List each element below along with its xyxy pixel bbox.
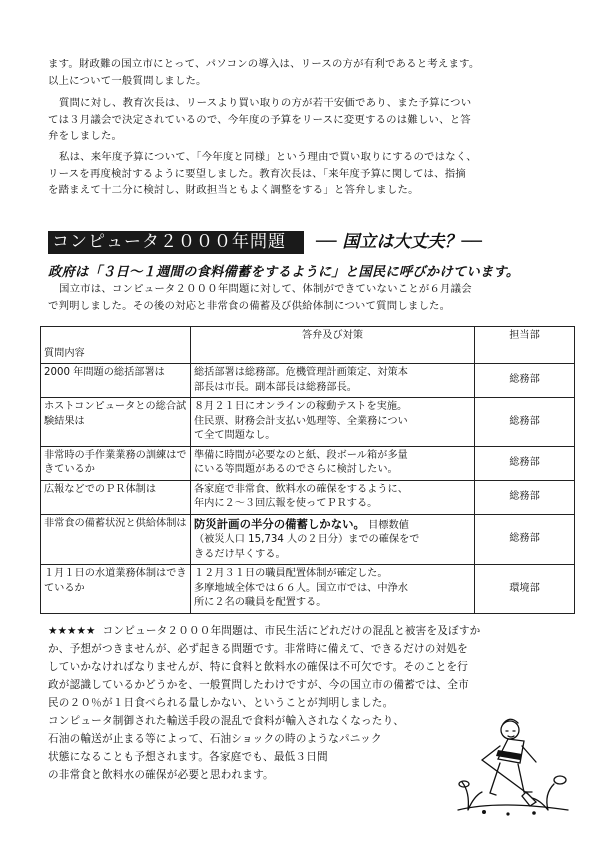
answer-line: て全て問題なし。 (194, 430, 276, 441)
question-cell: ホストコンピュータとの総合試験結果は (41, 398, 191, 447)
intro-paragraph-2 (48, 95, 572, 145)
text-line: 石油の輸送が止まる等によって、石油ショックの時のようなパニック (48, 733, 382, 745)
question-cell: １月１日の水道業務体制はできているか (41, 565, 191, 614)
answer-cell (191, 565, 475, 614)
table-row (41, 480, 575, 514)
answer-line: 所に２名の職員を配置する。 (194, 597, 327, 608)
answer-line (194, 517, 471, 534)
lead-body (48, 281, 572, 314)
section-heading (48, 231, 572, 255)
question-cell: 2000 年問題の総括部署は (41, 364, 191, 398)
text-line: で判明しました。その後の対応と非常食の備蓄及び供給体制について質問しました。 (48, 299, 451, 312)
header-answer: 答弁及び対策 (191, 327, 475, 364)
answer-line: 部長は市長。副本部長は総務部長。 (194, 381, 357, 393)
text-line: ては３月議会で決定されているので、今年度の予算をリースに変更するのは難しい、と答 (48, 113, 471, 126)
text-line: 私は、来年度予算について、「今年度と同様」という理由で買い取りにするのではなく、 (59, 151, 477, 163)
text-line: コンピュータ制御された輸送手段の混乱で食料が輸入されなくなったり、 (48, 715, 405, 727)
dept-cell: 総務部 (475, 514, 575, 565)
text-line: 国立市は、コンピュータ２０００年問題に対して、体制ができていないことが６月議会 (59, 283, 472, 295)
section-subtitle: ── 国立は大丈夫？── (316, 232, 482, 252)
text-line: ます。財政難の国立市にとって、パソコンの導入は、リースの方が有利であると考えます。 (48, 58, 480, 70)
answer-cell (191, 514, 475, 565)
intro-paragraph-3 (48, 149, 572, 199)
answer-cell (191, 480, 475, 514)
dept-cell: 環境部 (475, 565, 575, 614)
dept-cell: 総務部 (475, 446, 575, 480)
answer-cell (191, 398, 475, 447)
answer-emphasis: 防災計画の半分の備蓄しかない。 (194, 516, 365, 531)
answer-line: きるだけ早くする。 (194, 548, 286, 560)
stars-mark: ★★★★★ (48, 625, 96, 637)
table-row (41, 364, 575, 398)
answer-text: 目標数値 (368, 519, 409, 531)
dept-cell: 総務部 (475, 398, 575, 447)
text-run: コンピュータ２０００年問題は、市民生活にどれだけの混乱と被害を及ぼすか (102, 625, 481, 637)
text-line: 政が認識しているかどうかを、一般質問したわけですが、今の国立市の備蓄では、全市 (48, 679, 469, 691)
lead-headline: 政府は「３日〜１週間の食料備蓄をするように」と国民に呼びかけています。 (48, 265, 520, 280)
text-line: リースを再度検討するように要望しました。教育次長は、「来年度予算に関しては、指摘 (48, 167, 466, 180)
qa-table (40, 326, 575, 614)
answer-line: にいる等問題があるのでさらに検討したい。 (194, 464, 398, 475)
table-row (41, 446, 575, 480)
answer-line: 各家庭で非常食、飲料水の確保をするように、 (194, 483, 408, 495)
header-question: 質問内容 (41, 327, 191, 364)
answer-line: （被災人口 15,734 人の２日分）までの確保をで (194, 534, 420, 545)
answer-cell (191, 446, 475, 480)
text-line: していかなければなりませんが、特に食料と飲料水の確保は不可欠です。そのことを行 (48, 661, 469, 673)
section-title: コンピュータ２０００年問題 (48, 231, 304, 254)
table-row (41, 565, 575, 614)
text-line: か、予想がつきませんが、必ず起きる問題です。非常時に備えて、できるだけの対処を (48, 643, 468, 655)
farmer-digging-illustration (448, 714, 578, 820)
answer-cell (191, 364, 475, 398)
table-header-row (41, 327, 575, 364)
answer-line: 準備に時間が必要なのと紙、段ボール箱が多量 (194, 449, 408, 461)
text-line (48, 622, 572, 640)
text-line: 質問に対し、教育次長は、リースより買い取りの方が若干安価であり、また予算につい (59, 97, 472, 109)
question-cell: 非常時の手作業業務の訓練はできているか (41, 446, 191, 480)
text-line: を踏まえて十二分に検討し、財政担当ともよく調整をする」と答弁しました。 (48, 184, 419, 196)
dept-cell: 総務部 (475, 480, 575, 514)
answer-line: ８月２１日にオンラインの稼動テストを実施。 (194, 401, 408, 412)
header-dept: 担当部 (475, 327, 575, 364)
answer-line: 住民票、財務会計支払い処理等、全業務につい (194, 415, 408, 427)
text-line: 状態になることも予想されます。各家庭でも、最低３日間 (48, 751, 328, 763)
answer-line: 総括部署は総務部。危機管理計画策定、対策本 (194, 367, 408, 378)
dept-cell: 総務部 (475, 364, 575, 398)
answer-line: 多摩地域全体では６６人。国立市では、中浄水 (194, 582, 408, 594)
intro-paragraph-1 (48, 56, 572, 89)
table-row (41, 514, 575, 565)
question-cell: 広報などでのＰＲ体制は (41, 480, 191, 514)
question-cell: 非常食の備蓄状況と供給体制は (41, 514, 191, 565)
answer-line: 年内に２〜３回広報を使ってＰＲする。 (194, 498, 378, 509)
table-row (41, 398, 575, 447)
answer-line: １２月３１日の職員配置体制が確定した。 (194, 568, 388, 579)
text-line: 弁をしました。 (48, 130, 123, 142)
text-line: 民の２０％が１日食べられる量しかない、ということが判明しました。 (48, 697, 394, 709)
text-line: の非常食と飲料水の確保が必要と思われます。 (48, 769, 274, 781)
text-line: 以上について一般質問しました。 (48, 74, 207, 87)
